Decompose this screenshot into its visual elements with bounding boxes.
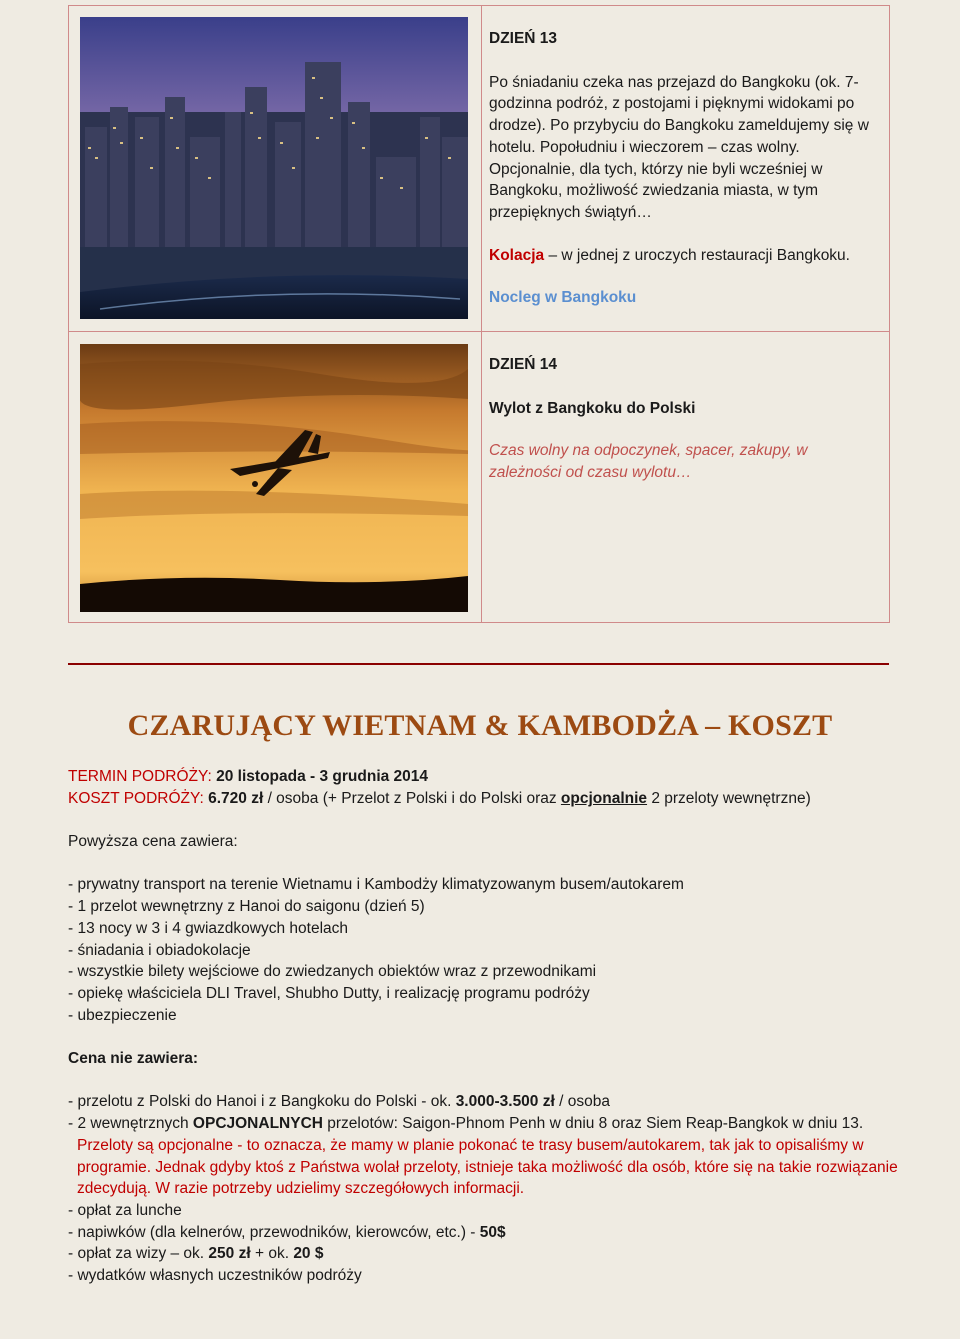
cost-optional: opcjonalnie <box>560 789 648 807</box>
day13-title: DZIEŃ 13 <box>489 30 558 47</box>
cost-heading: CZARUJĄCY WIETNAM & KAMBODŻA – KOSZT <box>127 709 833 742</box>
flight-text: - przelotu z Polski do Hanoi i z Bangkoku do Polski - ok. <box>68 1093 456 1111</box>
list-item <box>68 1222 928 1244</box>
day14-subtitle: Wylot z Bangkoku do Polski <box>489 399 696 417</box>
list-item: - opiekę właściciela DLI Travel, Shubho Dutty, i realizację programu podróży <box>68 985 590 1002</box>
cost-text1: / osoba (+ Przelot z Polski i do Polski oraz <box>263 789 561 807</box>
list-item: - prywatny transport na terenie Wietnamu i Kambodży klimatyzowanym busem/autokarem <box>68 876 684 894</box>
visa-amount-pln: 250 zł <box>208 1245 251 1263</box>
visa-plus: + ok. <box>250 1245 294 1263</box>
cost-section <box>68 766 928 1287</box>
day13-overnight: Nocleg w Bangkoku <box>489 289 637 307</box>
list-item: - ubezpieczenie <box>68 1006 177 1024</box>
list-item: - 13 nocy w 3 i 4 gwiazdkowych hotelach <box>68 919 349 937</box>
term-value: 20 listopada - 3 grudnia 2014 <box>211 768 429 785</box>
day14-text: Czas wolny na odpoczynek, spacer, zakupy, w zależności od czasu wylotu… <box>489 442 808 482</box>
list-item <box>68 1243 928 1265</box>
airplane-sunset-photo <box>80 344 468 612</box>
day14-cell <box>489 354 883 505</box>
flight-price: 3.000-3.500 zł <box>455 1093 555 1111</box>
table-divider-horizontal <box>69 331 889 332</box>
list-item: - 1 przelot wewnętrzny z Hanoi do saigonu (dzień 5) <box>68 898 425 916</box>
cost-label: KOSZT PODRÓŻY: <box>68 789 204 807</box>
visa-text: - opłat za wizy – ok. <box>68 1245 209 1263</box>
day13-cell <box>489 28 883 330</box>
internal-routes: przelotów: Saigon-Phnom Penh w dniu 8 oraz Siem Reap-Bangkok w dniu 13. <box>322 1115 864 1133</box>
table-divider-vertical <box>481 6 482 622</box>
dinner-text: – w jednej z uroczych restauracji Bangkoku. <box>544 246 850 264</box>
internal-text: - 2 wewnętrznych <box>68 1115 193 1133</box>
visa-amount-usd: 20 $ <box>293 1245 324 1263</box>
flight-unit: / osoba <box>554 1093 610 1111</box>
list-item: - wszystkie bilety wejściowe do zwiedzanych obiektów wraz z przewodnikami <box>68 963 597 981</box>
list-item <box>68 1091 928 1113</box>
internal-optional: OPCJONALNYCH <box>192 1115 323 1133</box>
term-label: TERMIN PODRÓŻY: <box>68 768 212 785</box>
bangkok-night-photo <box>80 17 468 319</box>
cost-price: 6.720 zł <box>203 789 264 807</box>
cost-text2: 2 przeloty wewnętrzne) <box>647 789 811 807</box>
list-item: - wydatków własnych uczestników podróży <box>68 1267 362 1285</box>
tips-amount: 50$ <box>479 1223 506 1241</box>
list-item: - opłat za lunche <box>68 1202 182 1219</box>
cost-line <box>68 788 928 810</box>
term-line <box>68 766 928 788</box>
excludes-title: Cena nie zawiera: <box>68 1050 199 1068</box>
day13-dinner <box>489 245 883 267</box>
includes-title: Powyższa cena zawiera: <box>68 833 238 851</box>
tips-text: - napiwków (dla kelnerów, przewodników, kierowców, etc.) - <box>68 1223 480 1241</box>
optional-flights-note: Przeloty są opcjonalne - to oznacza, że mamy w planie pokonać te trasy busem/autokarem, tak jak to opisaliśmy w programie. Jednak gdyby ktoś z Państwa wolał przeloty, istnieje taka możliwość dla osób, które się na takie rozwiązanie zdecydują. W razie potrzeby udzielimy szczegółowych informacji. <box>77 1136 898 1198</box>
day13-text: Po śniadaniu czeka nas przejazd do Bangkoku (ok. 7-godzinna podróż, z postojami i pięknymi widokami po drodze). Po przybyciu do Bangkoku zameldujemy się w hotelu. Popołudniu i wieczorem – czas wolny. Opcjonalnie, dla tych, którzy nie byli wcześniej w Bangkoku, możliwość zwiedzania miasta, w tym przepięknych świątyń… <box>489 73 869 221</box>
itinerary-table <box>68 5 890 623</box>
dinner-label: Kolacja <box>489 246 545 264</box>
section-divider <box>68 663 889 665</box>
list-item: - śniadania i obiadokolacje <box>68 941 251 959</box>
day14-title: DZIEŃ 14 <box>489 356 558 373</box>
list-item <box>68 1113 928 1135</box>
